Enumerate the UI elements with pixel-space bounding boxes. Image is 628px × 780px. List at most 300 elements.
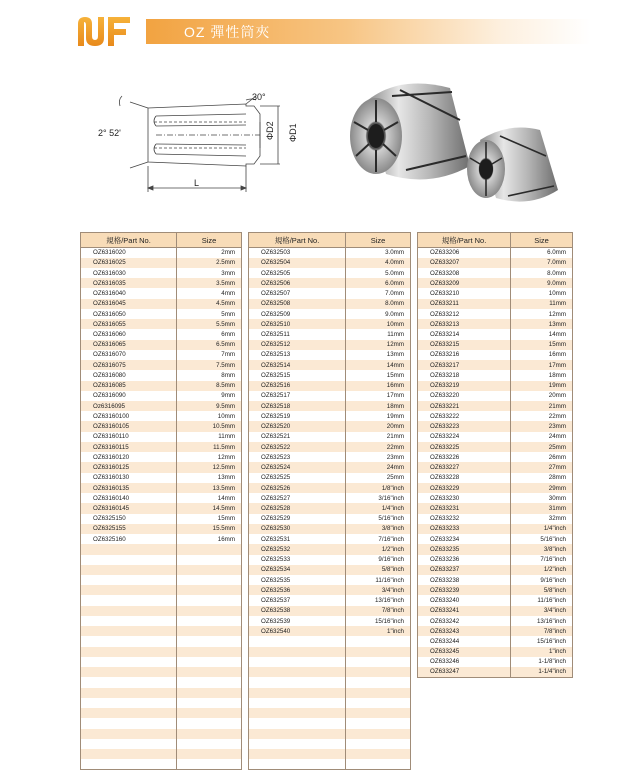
table-row [249, 534, 411, 544]
part-number-cell: OZ632522 [249, 442, 346, 452]
part-number-cell: OZ6316020 [81, 248, 177, 258]
part-number-cell: OZ6316075 [81, 360, 177, 370]
part-number-cell: OZ632529 [249, 514, 346, 524]
table-row [418, 381, 573, 391]
size-cell [177, 647, 242, 657]
taper-label: 2° 52' [98, 128, 121, 138]
table-row [81, 759, 242, 769]
table-row [81, 555, 242, 565]
angle-label: 30° [252, 92, 266, 102]
size-cell: 11/16"inch [346, 575, 411, 585]
part-number-cell: OZ632509 [249, 309, 346, 319]
part-number-cell: OZ633207 [418, 258, 511, 268]
table-row [249, 391, 411, 401]
table-row [418, 319, 573, 329]
part-number-cell [81, 759, 177, 769]
size-cell: 7mm [177, 350, 242, 360]
part-number-cell: OZ63160135 [81, 483, 177, 493]
table-row [81, 718, 242, 728]
table-row [249, 493, 411, 503]
table-row [249, 248, 411, 258]
size-cell [177, 718, 242, 728]
table-row [249, 432, 411, 442]
part-number-cell: OZ633211 [418, 299, 511, 309]
table-row [81, 401, 242, 411]
size-cell: 23mm [346, 452, 411, 462]
part-number-cell [249, 739, 346, 749]
size-cell: 14mm [346, 360, 411, 370]
part-number-cell: OZ6316090 [81, 391, 177, 401]
size-cell: 2.5mm [177, 258, 242, 268]
size-cell [346, 739, 411, 749]
part-number-cell: OZ632539 [249, 616, 346, 626]
part-number-cell [81, 647, 177, 657]
size-cell: 16mm [177, 534, 242, 544]
size-cell: 19mm [511, 381, 573, 391]
size-cell [346, 657, 411, 667]
table-row [249, 381, 411, 391]
size-cell [177, 749, 242, 759]
table-row [81, 565, 242, 575]
col-part-header: 規格/Part No. [418, 233, 511, 248]
part-number-cell: OZ633220 [418, 391, 511, 401]
size-cell: 9/16"inch [511, 575, 573, 585]
size-cell [177, 626, 242, 636]
part-number-cell: OZ632534 [249, 565, 346, 575]
table-row [81, 248, 242, 258]
size-cell: 7.0mm [511, 258, 573, 268]
table-row [418, 340, 573, 350]
table-row [249, 677, 411, 687]
table-row [81, 370, 242, 380]
table-row [81, 677, 242, 687]
part-table-1 [80, 232, 242, 770]
table-row [249, 698, 411, 708]
table-row [418, 493, 573, 503]
part-number-cell: OZ632517 [249, 391, 346, 401]
size-cell [177, 677, 242, 687]
table-row [418, 360, 573, 370]
table-row [249, 606, 411, 616]
table-row [418, 268, 573, 278]
size-cell: 25mm [511, 442, 573, 452]
table-row [418, 606, 573, 616]
d1-label: ΦD1 [288, 123, 298, 142]
size-cell [177, 759, 242, 769]
part-number-cell: OZ632518 [249, 401, 346, 411]
table-row [81, 350, 242, 360]
size-cell: 22mm [346, 442, 411, 452]
part-number-cell [81, 708, 177, 718]
size-cell: 29mm [511, 483, 573, 493]
size-cell: 9/16"inch [346, 555, 411, 565]
part-number-cell: OZ63160130 [81, 473, 177, 483]
size-cell: 3/8"inch [511, 544, 573, 554]
part-number-cell [249, 647, 346, 657]
part-number-cell: OZ6316035 [81, 278, 177, 288]
part-number-cell [249, 677, 346, 687]
size-cell: 5/16"inch [346, 514, 411, 524]
table-row [81, 278, 242, 288]
table-row [418, 278, 573, 288]
size-cell: 3/4"inch [511, 606, 573, 616]
part-number-cell [81, 606, 177, 616]
size-cell: 22mm [511, 411, 573, 421]
size-cell: 1/4"inch [346, 503, 411, 513]
part-number-cell [81, 667, 177, 677]
part-number-cell: OZ633212 [418, 309, 511, 319]
table-row [81, 442, 242, 452]
size-cell: 8.0mm [346, 299, 411, 309]
size-cell: 16mm [511, 350, 573, 360]
size-cell [177, 657, 242, 667]
table-row [249, 595, 411, 605]
table-row [249, 575, 411, 585]
table-row [249, 729, 411, 739]
size-cell: 15mm [346, 370, 411, 380]
size-cell [177, 595, 242, 605]
table-row [418, 565, 573, 575]
table-row [249, 370, 411, 380]
part-number-cell: OZ632531 [249, 534, 346, 544]
size-cell: 20mm [346, 421, 411, 431]
size-cell [177, 698, 242, 708]
table-row [249, 329, 411, 339]
col-part-header: 規格/Part No. [81, 233, 177, 248]
table-row [418, 258, 573, 268]
table-row [249, 452, 411, 462]
part-number-cell: OZ632532 [249, 544, 346, 554]
table-row [81, 421, 242, 431]
table-row [81, 319, 242, 329]
table-row [249, 565, 411, 575]
table-row [418, 616, 573, 626]
size-cell: 6mm [177, 329, 242, 339]
part-number-cell: OZ6316065 [81, 340, 177, 350]
part-number-cell [81, 544, 177, 554]
table-row [418, 288, 573, 298]
table-row [81, 585, 242, 595]
part-number-cell: OZ633246 [418, 657, 511, 667]
size-cell: 4mm [177, 288, 242, 298]
table-row [249, 411, 411, 421]
size-cell [177, 544, 242, 554]
size-cell: 16mm [346, 381, 411, 391]
part-number-cell [81, 585, 177, 595]
size-cell [346, 688, 411, 698]
size-cell: 20mm [511, 391, 573, 401]
size-cell [177, 565, 242, 575]
part-number-cell [81, 555, 177, 565]
table-row [249, 749, 411, 759]
table-row [418, 647, 573, 657]
part-number-cell: OZ632503 [249, 248, 346, 258]
size-cell: 19mm [346, 411, 411, 421]
part-number-cell [81, 636, 177, 646]
part-number-cell: OZ633235 [418, 544, 511, 554]
part-number-cell [249, 667, 346, 677]
table-row [418, 401, 573, 411]
part-number-cell: OZ6316055 [81, 319, 177, 329]
part-number-cell [81, 718, 177, 728]
table-row [249, 483, 411, 493]
part-number-cell: OZ633231 [418, 503, 511, 513]
table-row [81, 381, 242, 391]
table-row [81, 606, 242, 616]
table-row [418, 657, 573, 667]
size-cell: 13mm [177, 473, 242, 483]
part-number-cell: OZ632526 [249, 483, 346, 493]
d2-label: ΦD2 [265, 121, 275, 140]
part-number-cell: OZ632514 [249, 360, 346, 370]
size-cell: 17mm [511, 360, 573, 370]
table-row [81, 288, 242, 298]
table-row [249, 688, 411, 698]
part-number-cell: OZ633224 [418, 432, 511, 442]
part-number-cell [81, 739, 177, 749]
col-size-header: Size [346, 233, 411, 248]
size-cell: 28mm [511, 473, 573, 483]
size-cell: 3mm [177, 268, 242, 278]
table-row [81, 544, 242, 554]
table-row [81, 626, 242, 636]
part-number-cell [249, 729, 346, 739]
size-cell: 1-1/8"inch [511, 657, 573, 667]
size-cell: 13/16"inch [346, 595, 411, 605]
table-row [418, 483, 573, 493]
size-cell: 12mm [177, 452, 242, 462]
size-cell: 8.5mm [177, 381, 242, 391]
collet-photo [340, 70, 580, 220]
size-cell [177, 667, 242, 677]
table-row [249, 718, 411, 728]
part-number-cell: OZ6316080 [81, 370, 177, 380]
part-number-cell: OZ633209 [418, 278, 511, 288]
size-cell: 5.0mm [346, 268, 411, 278]
size-cell: 7/16"inch [346, 534, 411, 544]
size-cell: 5/16"inch [511, 534, 573, 544]
size-cell [346, 698, 411, 708]
part-number-cell [81, 688, 177, 698]
size-cell [177, 739, 242, 749]
size-cell: 10mm [511, 288, 573, 298]
size-cell: 1"inch [346, 626, 411, 636]
part-number-cell: OZ632510 [249, 319, 346, 329]
table-row [81, 432, 242, 442]
part-number-cell: OZ633206 [418, 248, 511, 258]
size-cell: 7.5mm [177, 360, 242, 370]
table-row [81, 708, 242, 718]
table-row [418, 595, 573, 605]
table-row [418, 452, 573, 462]
size-cell [346, 729, 411, 739]
table-row [249, 462, 411, 472]
table-row [418, 299, 573, 309]
part-number-cell: OZ63160140 [81, 493, 177, 503]
part-number-cell [81, 565, 177, 575]
size-cell: 11/16"inch [511, 595, 573, 605]
part-number-cell: OZ63160125 [81, 462, 177, 472]
table-row [81, 534, 242, 544]
table-row [249, 442, 411, 452]
size-cell [346, 667, 411, 677]
table-row [249, 647, 411, 657]
part-number-cell: OZ632505 [249, 268, 346, 278]
table-row [418, 248, 573, 258]
part-number-cell: OZ633230 [418, 493, 511, 503]
size-cell: 24mm [346, 462, 411, 472]
size-cell: 4.0mm [346, 258, 411, 268]
part-number-cell [81, 595, 177, 605]
part-number-cell: OZ63160100 [81, 411, 177, 421]
part-number-cell: OZ633240 [418, 595, 511, 605]
size-cell: 27mm [511, 462, 573, 472]
title-bar [146, 19, 591, 44]
size-cell: 15/16"inch [511, 636, 573, 646]
size-cell: 17mm [346, 391, 411, 401]
part-number-cell: OZ633223 [418, 421, 511, 431]
size-cell [177, 606, 242, 616]
size-cell: 13mm [346, 350, 411, 360]
part-number-cell: OZ633216 [418, 350, 511, 360]
size-cell: 3.0mm [346, 248, 411, 258]
part-number-cell: OZ633233 [418, 524, 511, 534]
part-number-cell [81, 657, 177, 667]
size-cell: 10mm [177, 411, 242, 421]
table-row [249, 421, 411, 431]
table-row [81, 493, 242, 503]
table-row [249, 667, 411, 677]
part-number-cell: Oz6316095 [81, 401, 177, 411]
table-row [418, 667, 573, 677]
part-number-cell: OZ633217 [418, 360, 511, 370]
table-row [81, 739, 242, 749]
size-cell: 14mm [177, 493, 242, 503]
table-row [249, 503, 411, 513]
size-cell: 25mm [346, 473, 411, 483]
part-number-cell [81, 749, 177, 759]
size-cell: 21mm [346, 432, 411, 442]
size-cell: 11mm [346, 329, 411, 339]
part-number-cell [81, 575, 177, 585]
size-cell: 1/2"inch [346, 544, 411, 554]
table-row [81, 340, 242, 350]
table-row [249, 739, 411, 749]
table-row [249, 401, 411, 411]
table-row [249, 544, 411, 554]
part-number-cell: OZ633226 [418, 452, 511, 462]
size-cell: 1"inch [511, 647, 573, 657]
table-row [249, 585, 411, 595]
part-number-cell: OZ633213 [418, 319, 511, 329]
part-number-cell: OZ633247 [418, 667, 511, 677]
table-row [249, 473, 411, 483]
col-part-header: 規格/Part No. [249, 233, 346, 248]
part-number-cell: OZ63160110 [81, 432, 177, 442]
table-row [418, 329, 573, 339]
table-row [249, 258, 411, 268]
table-row [249, 759, 411, 769]
table-row [418, 350, 573, 360]
table-row [81, 360, 242, 370]
part-number-cell [249, 688, 346, 698]
table-row [249, 626, 411, 636]
table-row [249, 636, 411, 646]
table-row [418, 503, 573, 513]
part-number-cell: OZ632515 [249, 370, 346, 380]
part-number-cell: OZ632520 [249, 421, 346, 431]
table-row [418, 555, 573, 565]
size-cell: 1-1/4"inch [511, 667, 573, 677]
size-cell: 6.0mm [346, 278, 411, 288]
size-cell: 5.5mm [177, 319, 242, 329]
table-row [249, 514, 411, 524]
col-size-header: Size [177, 233, 242, 248]
table-row [81, 268, 242, 278]
size-cell: 10.5mm [177, 421, 242, 431]
table-row [81, 411, 242, 421]
part-number-cell: OZ633238 [418, 575, 511, 585]
part-number-cell: OZ6316070 [81, 350, 177, 360]
part-number-cell [81, 616, 177, 626]
table-row [418, 432, 573, 442]
size-cell: 5/8"inch [511, 585, 573, 595]
size-cell: 2mm [177, 248, 242, 258]
part-number-cell: OZ632516 [249, 381, 346, 391]
part-number-cell: OZ633210 [418, 288, 511, 298]
part-number-cell: OZ6316050 [81, 309, 177, 319]
size-cell [346, 677, 411, 687]
size-cell: 8mm [177, 370, 242, 380]
table-row [418, 309, 573, 319]
part-number-cell: OZ632511 [249, 329, 346, 339]
size-cell: 3.5mm [177, 278, 242, 288]
page-title: OZ 彈性筒夾 [184, 24, 271, 40]
size-cell: 6.0mm [511, 248, 573, 258]
size-cell: 12mm [346, 340, 411, 350]
part-number-cell: OZ632528 [249, 503, 346, 513]
size-cell: 5mm [177, 309, 242, 319]
table-row [249, 319, 411, 329]
table-row [81, 524, 242, 534]
table-row [418, 411, 573, 421]
part-number-cell: OZ633232 [418, 514, 511, 524]
part-number-cell: OZ632519 [249, 411, 346, 421]
table-row [81, 688, 242, 698]
size-cell: 15mm [511, 340, 573, 350]
table-row [81, 329, 242, 339]
size-cell: 11mm [511, 299, 573, 309]
size-cell: 30mm [511, 493, 573, 503]
part-number-cell [249, 718, 346, 728]
table-row [418, 626, 573, 636]
size-cell: 9.0mm [511, 278, 573, 288]
size-cell: 14mm [511, 329, 573, 339]
table-row [418, 473, 573, 483]
part-number-cell: OZ633244 [418, 636, 511, 646]
size-cell: 3/8"inch [346, 524, 411, 534]
table-row [81, 503, 242, 513]
size-cell: 8.0mm [511, 268, 573, 278]
size-cell: 13mm [511, 319, 573, 329]
part-number-cell: OZ632507 [249, 288, 346, 298]
size-cell: 4.5mm [177, 299, 242, 309]
part-number-cell: OZ633228 [418, 473, 511, 483]
part-number-cell: OZ632525 [249, 473, 346, 483]
size-cell: 7/8"inch [511, 626, 573, 636]
part-number-cell: OZ63160105 [81, 421, 177, 431]
part-number-cell: OZ633218 [418, 370, 511, 380]
